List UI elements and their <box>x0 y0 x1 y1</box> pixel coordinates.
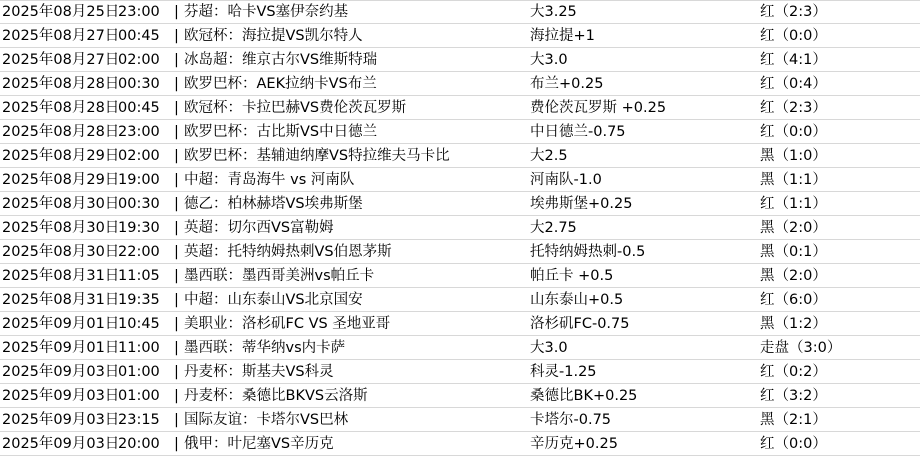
table-row <box>0 264 920 288</box>
cell-date: 2025年09月03日 <box>2 435 120 452</box>
cell-date: 2025年08月28日 <box>2 75 120 92</box>
cell-result: 红（0:0） <box>760 435 827 452</box>
cell-time: 02:00 <box>118 51 160 68</box>
cell-date: 2025年09月01日 <box>2 315 120 332</box>
cell-separator: | <box>174 219 179 236</box>
cell-date: 2025年08月30日 <box>2 195 120 212</box>
cell-pick: 布兰+0.25 <box>530 75 604 92</box>
cell-result: 红（0:2） <box>760 363 827 380</box>
cell-separator: | <box>174 147 179 164</box>
cell-result: 走盘（3:0） <box>760 339 842 356</box>
cell-match: 欧罗巴杯：古比斯VS中日德兰 <box>184 123 378 140</box>
table-row <box>0 288 920 312</box>
cell-date: 2025年09月03日 <box>2 387 120 404</box>
cell-date: 2025年09月03日 <box>2 363 120 380</box>
cell-time: 23:00 <box>118 4 160 20</box>
cell-result: 黑（2:1） <box>760 411 827 428</box>
cell-separator: | <box>174 51 179 68</box>
cell-date: 2025年08月25日 <box>2 4 120 20</box>
cell-date: 2025年09月01日 <box>2 339 120 356</box>
cell-separator: | <box>174 363 179 380</box>
cell-match: 冰岛超：维京古尔VS维斯特瑞 <box>184 51 378 68</box>
cell-date: 2025年08月27日 <box>2 51 120 68</box>
table-row <box>0 240 920 264</box>
cell-match: 中超：山东泰山VS北京国安 <box>184 291 363 308</box>
cell-match: 国际友谊：卡塔尔VS巴林 <box>184 411 349 428</box>
cell-separator: | <box>174 315 179 332</box>
cell-time: 00:30 <box>118 75 160 92</box>
cell-match: 丹麦杯：斯基夫VS科灵 <box>184 363 334 380</box>
cell-result: 黑（2:0） <box>760 267 827 284</box>
cell-separator: | <box>174 339 179 356</box>
cell-date: 2025年08月31日 <box>2 291 120 308</box>
cell-separator: | <box>174 27 179 44</box>
cell-result: 黑（1:1） <box>760 171 827 188</box>
cell-match: 英超：切尔西VS富勒姆 <box>184 219 334 236</box>
cell-match: 欧冠杯：卡拉巴赫VS费伦茨瓦罗斯 <box>184 99 407 116</box>
table-row <box>0 312 920 336</box>
table-row <box>0 384 920 408</box>
table-row <box>0 168 920 192</box>
cell-separator: | <box>174 435 179 452</box>
cell-result: 红（6:0） <box>760 291 827 308</box>
cell-match: 欧罗巴杯：基辅迪纳摩VS特拉维夫马卡比 <box>184 147 450 164</box>
cell-pick: 费伦茨瓦罗斯 +0.25 <box>530 99 667 116</box>
cell-match: 德乙：柏林赫塔VS埃弗斯堡 <box>184 195 363 212</box>
cell-result: 黑（1:2） <box>760 315 827 332</box>
cell-match: 中超：青岛海牛 vs 河南队 <box>184 171 355 188</box>
cell-date: 2025年08月30日 <box>2 219 120 236</box>
cell-pick: 科灵-1.25 <box>530 363 597 380</box>
cell-pick: 埃弗斯堡+0.25 <box>530 195 633 212</box>
cell-separator: | <box>174 243 179 260</box>
cell-time: 10:45 <box>118 315 160 332</box>
cell-result: 红（2:3） <box>760 4 827 20</box>
table-row <box>0 48 920 72</box>
cell-time: 19:35 <box>118 291 160 308</box>
cell-time: 23:00 <box>118 123 160 140</box>
cell-date: 2025年08月27日 <box>2 27 120 44</box>
table-row <box>0 432 920 456</box>
cell-time: 00:30 <box>118 195 160 212</box>
cell-time: 11:00 <box>118 339 160 356</box>
cell-pick: 洛杉矶FC-0.75 <box>530 315 630 332</box>
cell-result: 红（3:2） <box>760 387 827 404</box>
cell-pick: 桑德比BK+0.25 <box>530 387 638 404</box>
cell-match: 俄甲：叶尼塞VS辛历克 <box>184 435 334 452</box>
cell-pick: 卡塔尔-0.75 <box>530 411 612 428</box>
cell-date: 2025年08月29日 <box>2 147 120 164</box>
cell-separator: | <box>174 123 179 140</box>
cell-match: 英超：托特纳姆热刺VS伯恩茅斯 <box>184 243 392 260</box>
cell-time: 20:00 <box>118 435 160 452</box>
table-row <box>0 0 920 24</box>
cell-separator: | <box>174 75 179 92</box>
cell-separator: | <box>174 171 179 188</box>
table-row <box>0 24 920 48</box>
cell-date: 2025年08月28日 <box>2 123 120 140</box>
cell-result: 黑（1:0） <box>760 147 827 164</box>
cell-pick: 大3.0 <box>530 339 568 356</box>
cell-result: 黑（0:1） <box>760 243 827 260</box>
cell-match: 美职业：洛杉矶FC VS 圣地亚哥 <box>184 315 391 332</box>
cell-result: 红（1:1） <box>760 195 827 212</box>
cell-time: 19:30 <box>118 219 160 236</box>
cell-date: 2025年08月30日 <box>2 243 120 260</box>
cell-time: 00:45 <box>118 27 160 44</box>
cell-pick: 大2.5 <box>530 147 568 164</box>
table-row <box>0 336 920 360</box>
table-row <box>0 72 920 96</box>
table-row <box>0 408 920 432</box>
cell-result: 红（0:0） <box>760 123 827 140</box>
cell-time: 23:15 <box>118 411 160 428</box>
cell-match: 墨西联：墨西哥美洲vs帕丘卡 <box>184 267 375 284</box>
cell-separator: | <box>174 291 179 308</box>
table-row <box>0 360 920 384</box>
table-row <box>0 144 920 168</box>
cell-time: 11:05 <box>118 267 160 284</box>
cell-time: 22:00 <box>118 243 160 260</box>
cell-pick: 大2.75 <box>530 219 577 236</box>
cell-pick: 帕丘卡 +0.5 <box>530 267 614 284</box>
cell-match: 丹麦杯：桑德比BKVS云洛斯 <box>184 387 368 404</box>
cell-separator: | <box>174 4 179 20</box>
cell-separator: | <box>174 411 179 428</box>
cell-date: 2025年09月03日 <box>2 411 120 428</box>
cell-result: 红（4:1） <box>760 51 827 68</box>
table-row <box>0 96 920 120</box>
cell-pick: 海拉提+1 <box>530 27 595 44</box>
cell-separator: | <box>174 267 179 284</box>
cell-result: 红（0:4） <box>760 75 827 92</box>
cell-pick: 河南队-1.0 <box>530 171 602 188</box>
cell-pick: 大3.25 <box>530 4 577 20</box>
cell-date: 2025年08月31日 <box>2 267 120 284</box>
cell-pick: 辛历克+0.25 <box>530 435 618 452</box>
cell-date: 2025年08月28日 <box>2 99 120 116</box>
table-row <box>0 192 920 216</box>
cell-pick: 托特纳姆热刺-0.5 <box>530 243 646 260</box>
cell-separator: | <box>174 195 179 212</box>
cell-match: 欧罗巴杯：AEK拉纳卡VS布兰 <box>184 75 377 92</box>
cell-pick: 山东泰山+0.5 <box>530 291 624 308</box>
cell-time: 01:00 <box>118 387 160 404</box>
cell-time: 02:00 <box>118 147 160 164</box>
table-row <box>0 120 920 144</box>
cell-match: 芬超：哈卡VS塞伊奈约基 <box>184 4 349 20</box>
cell-pick: 中日德兰-0.75 <box>530 123 626 140</box>
cell-time: 01:00 <box>118 363 160 380</box>
cell-result: 黑（2:0） <box>760 219 827 236</box>
cell-pick: 大3.0 <box>530 51 568 68</box>
cell-separator: | <box>174 99 179 116</box>
cell-match: 墨西联：蒂华纳vs内卡萨 <box>184 339 346 356</box>
cell-result: 红（2:3） <box>760 99 827 116</box>
table-row <box>0 216 920 240</box>
cell-separator: | <box>174 387 179 404</box>
cell-result: 红（0:0） <box>760 27 827 44</box>
cell-time: 19:00 <box>118 171 160 188</box>
cell-match: 欧冠杯：海拉提VS凯尔特人 <box>184 27 363 44</box>
cell-date: 2025年08月29日 <box>2 171 120 188</box>
cell-time: 00:45 <box>118 99 160 116</box>
